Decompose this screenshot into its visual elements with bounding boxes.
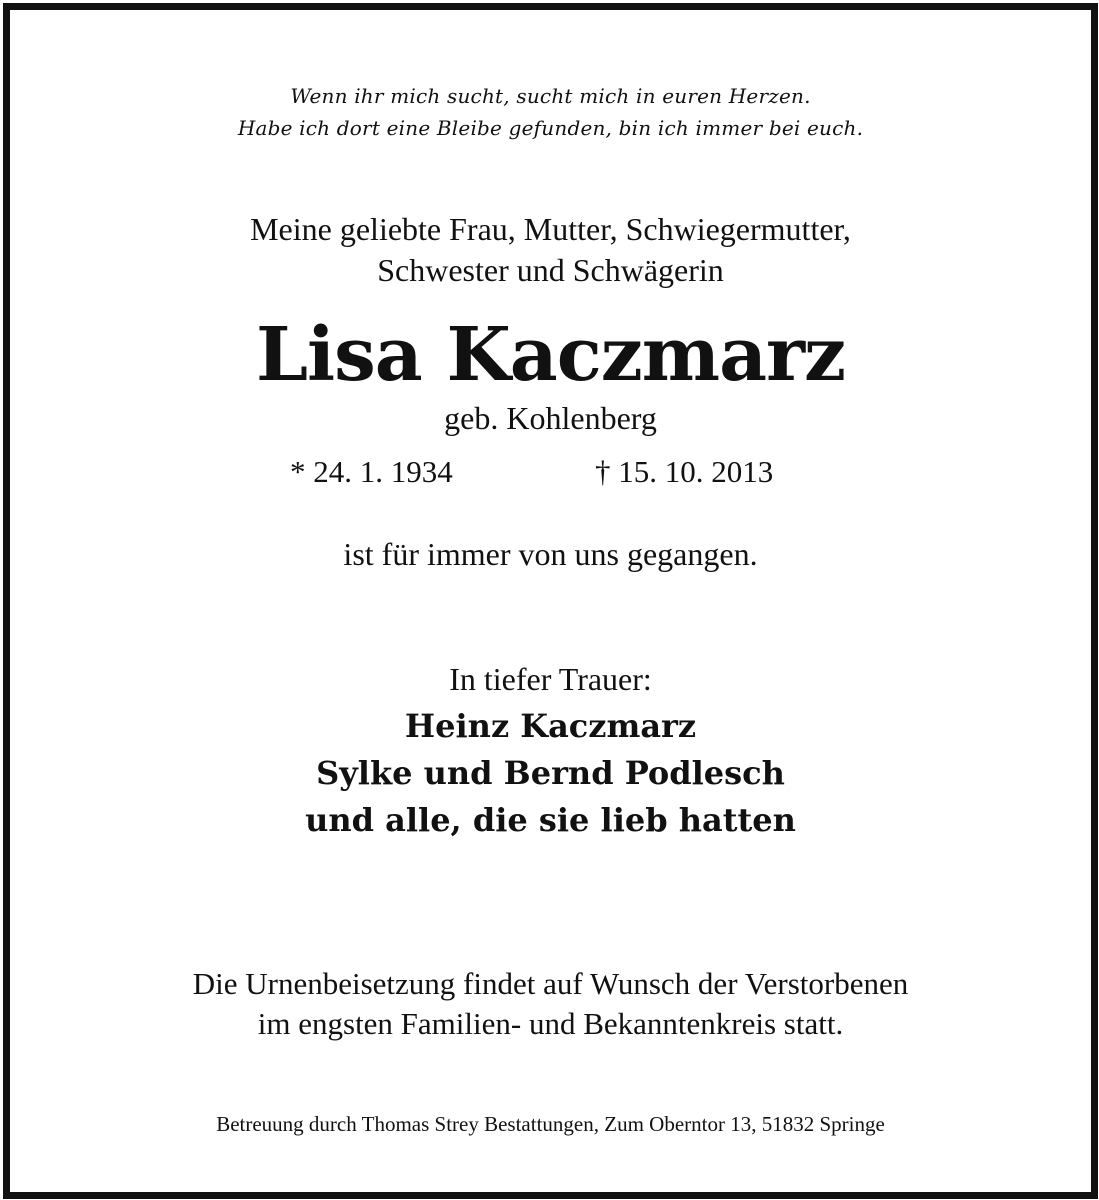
motto-line-2: Habe ich dort eine Bleibe gefunden, bin ich immer bei euch. (237, 116, 864, 140)
obituary-frame (3, 3, 1098, 1199)
mourner-1: Heinz Kaczmarz (404, 707, 697, 745)
birth-date: * 24. 1. 1934 (290, 454, 453, 489)
death-date: † 15. 10. 2013 (595, 454, 774, 489)
undertaker-footer: Betreuung durch Thomas Strey Bestattungen, Zum Oberntor 13, 51832 Springe (216, 1112, 885, 1136)
mourner-3: und alle, die sie lieb hatten (305, 801, 796, 839)
motto-line-1: Wenn ihr mich sucht, sucht mich in euren Herzen. (290, 84, 811, 108)
funeral-notice-line-2: im engsten Familien- und Bekanntenkreis statt. (257, 1006, 844, 1041)
maiden-name: geb. Kohlenberg (444, 400, 657, 436)
mourning-heading: In tiefer Trauer: (449, 661, 652, 697)
passing-text: ist für immer von uns gegangen. (343, 536, 758, 572)
funeral-notice-line-1: Die Urnenbeisetzung findet auf Wunsch der Verstorbenen (192, 966, 909, 1001)
mourner-2: Sylke und Bernd Podlesch (316, 754, 785, 792)
intro-line-2: Schwester und Schwägerin (377, 252, 724, 288)
intro-line-1: Meine geliebte Frau, Mutter, Schwiegermutter, (250, 211, 851, 247)
deceased-name: Lisa Kaczmarz (255, 312, 846, 398)
